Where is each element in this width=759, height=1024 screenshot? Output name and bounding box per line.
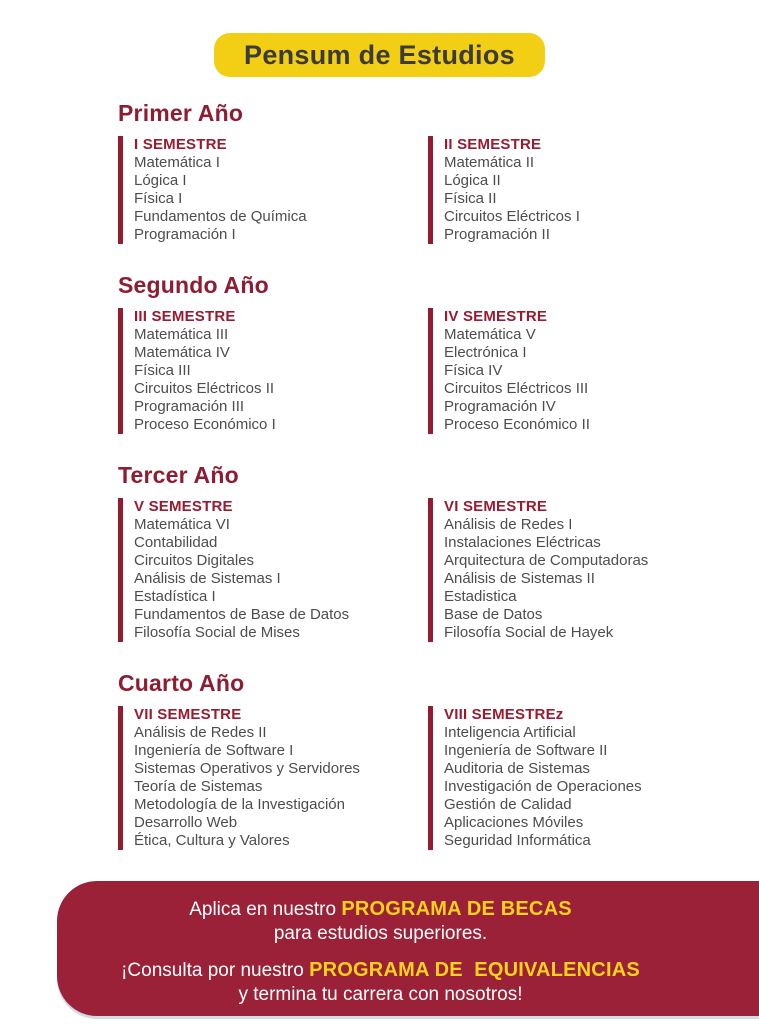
- course-item: Ética, Cultura y Valores: [134, 832, 290, 849]
- course-item: Matemática II: [444, 154, 535, 171]
- course-item: Programación III: [134, 398, 245, 415]
- course-item: Ingeniería de Software I: [134, 742, 294, 759]
- course-item: Análisis de Sistemas II: [444, 570, 595, 587]
- year-section-tercer: [118, 462, 759, 642]
- course-item: Seguridad Informática: [444, 832, 591, 849]
- course-item: Estadistica: [444, 588, 517, 605]
- semester-block-4: [428, 308, 738, 434]
- semester-grid: [118, 136, 759, 244]
- course-item: Física III: [134, 362, 191, 379]
- course-item: Filosofía Social de Mises: [134, 624, 300, 641]
- banner-line-1-prefix: Aplica en nuestro: [189, 899, 342, 920]
- course-item: Metodología de la Investigación: [134, 796, 345, 813]
- course-item: Sistemas Operativos y Servidores: [134, 760, 360, 777]
- course-item: Aplicaciones Móviles: [444, 814, 584, 831]
- course-list: [134, 326, 428, 434]
- course-item: Base de Datos: [444, 606, 543, 623]
- course-item: Proceso Económico I: [134, 416, 276, 433]
- semester-title: V SEMESTRE: [134, 498, 233, 515]
- semester-grid: [118, 706, 759, 850]
- course-item: Fundamentos de Base de Datos: [134, 606, 350, 623]
- course-item: Contabilidad: [134, 534, 218, 551]
- course-item: Física I: [134, 190, 183, 207]
- year-section-primer: [118, 100, 759, 244]
- course-item: Investigación de Operaciones: [444, 778, 642, 795]
- course-item: Teoría de Sistemas: [134, 778, 263, 795]
- curriculum-content: [118, 100, 759, 850]
- course-item: Gestión de Calidad: [444, 796, 572, 813]
- course-item: Desarrollo Web: [134, 814, 238, 831]
- course-item: Programación IV: [444, 398, 556, 415]
- banner-line-4: y termina tu carrera con nosotros!: [238, 984, 523, 1005]
- course-item: Análisis de Sistemas I: [134, 570, 281, 587]
- course-list: [134, 724, 428, 850]
- course-item: Lógica I: [134, 172, 187, 189]
- year-heading-segundo: Segundo Año: [118, 272, 269, 298]
- course-item: Circuitos Eléctricos II: [134, 380, 275, 397]
- course-list: [134, 516, 428, 642]
- semester-block-5: [118, 498, 428, 642]
- course-list: [444, 516, 738, 642]
- year-section-segundo: [118, 272, 759, 434]
- course-item: Circuitos Eléctricos I: [444, 208, 580, 225]
- semester-title: III SEMESTRE: [134, 308, 236, 325]
- course-item: Lógica II: [444, 172, 501, 189]
- course-item: Fundamentos de Química: [134, 208, 307, 225]
- semester-block-7: [118, 706, 428, 850]
- course-item: Análisis de Redes I: [444, 516, 573, 533]
- course-list: [444, 154, 738, 244]
- course-item: Proceso Económico II: [444, 416, 590, 433]
- course-list: [444, 724, 738, 850]
- course-item: Programación I: [134, 226, 236, 243]
- course-list: [134, 154, 428, 244]
- title-bar: [0, 0, 759, 77]
- year-heading-primer: Primer Año: [118, 100, 244, 126]
- course-item: Matemática V: [444, 326, 536, 343]
- semester-block-8: [428, 706, 738, 850]
- year-heading-tercer: Tercer Año: [118, 462, 239, 488]
- course-item: Física II: [444, 190, 497, 207]
- year-heading-cuarto: Cuarto Año: [118, 670, 245, 696]
- course-item: Filosofía Social de Hayek: [444, 624, 614, 641]
- semester-title: I SEMESTRE: [134, 136, 227, 153]
- banner-line-3: [57, 958, 704, 983]
- course-item: Análisis de Redes II: [134, 724, 267, 741]
- course-item: Circuitos Digitales: [134, 552, 255, 569]
- semester-title: II SEMESTRE: [444, 136, 542, 153]
- course-item: Física IV: [444, 362, 503, 379]
- course-item: Matemática IV: [134, 344, 230, 361]
- course-item: Electrónica I: [444, 344, 527, 361]
- semester-title: VII SEMESTRE: [134, 706, 242, 723]
- course-item: Inteligencia Artificial: [444, 724, 576, 741]
- promo-banner: [57, 881, 759, 1016]
- semester-title: VIII SEMESTREz: [444, 706, 564, 723]
- banner-line-2: para estudios superiores.: [273, 923, 488, 944]
- course-item: Arquitectura de Computadoras: [444, 552, 649, 569]
- semester-block-2: [428, 136, 738, 244]
- course-list: [444, 326, 738, 434]
- course-item: Estadística I: [134, 588, 216, 605]
- banner-line-1: [57, 897, 704, 922]
- course-item: Auditoria de Sistemas: [444, 760, 590, 777]
- course-item: Matemática I: [134, 154, 220, 171]
- course-item: Matemática VI: [134, 516, 230, 533]
- course-item: Matemática III: [134, 326, 229, 343]
- course-item: Instalaciones Eléctricas: [444, 534, 601, 551]
- year-section-cuarto: [118, 670, 759, 850]
- semester-title: IV SEMESTRE: [444, 308, 548, 325]
- banner-line-3-prefix: ¡Consulta por nuestro: [121, 960, 310, 981]
- course-item: Programación II: [444, 226, 550, 243]
- semester-title: VI SEMESTRE: [444, 498, 548, 515]
- course-item: Circuitos Eléctricos III: [444, 380, 589, 397]
- course-item: Ingeniería de Software II: [444, 742, 608, 759]
- semester-block-3: [118, 308, 428, 434]
- semester-block-1: [118, 136, 428, 244]
- semester-grid: [118, 498, 759, 642]
- banner-equivalencias-highlight: PROGRAMA DE EQUIVALENCIAS: [309, 959, 640, 981]
- page-title: Pensum de Estudios: [214, 33, 545, 77]
- banner-becas-highlight: PROGRAMA DE BECAS: [341, 898, 572, 920]
- semester-block-6: [428, 498, 738, 642]
- semester-grid: [118, 308, 759, 434]
